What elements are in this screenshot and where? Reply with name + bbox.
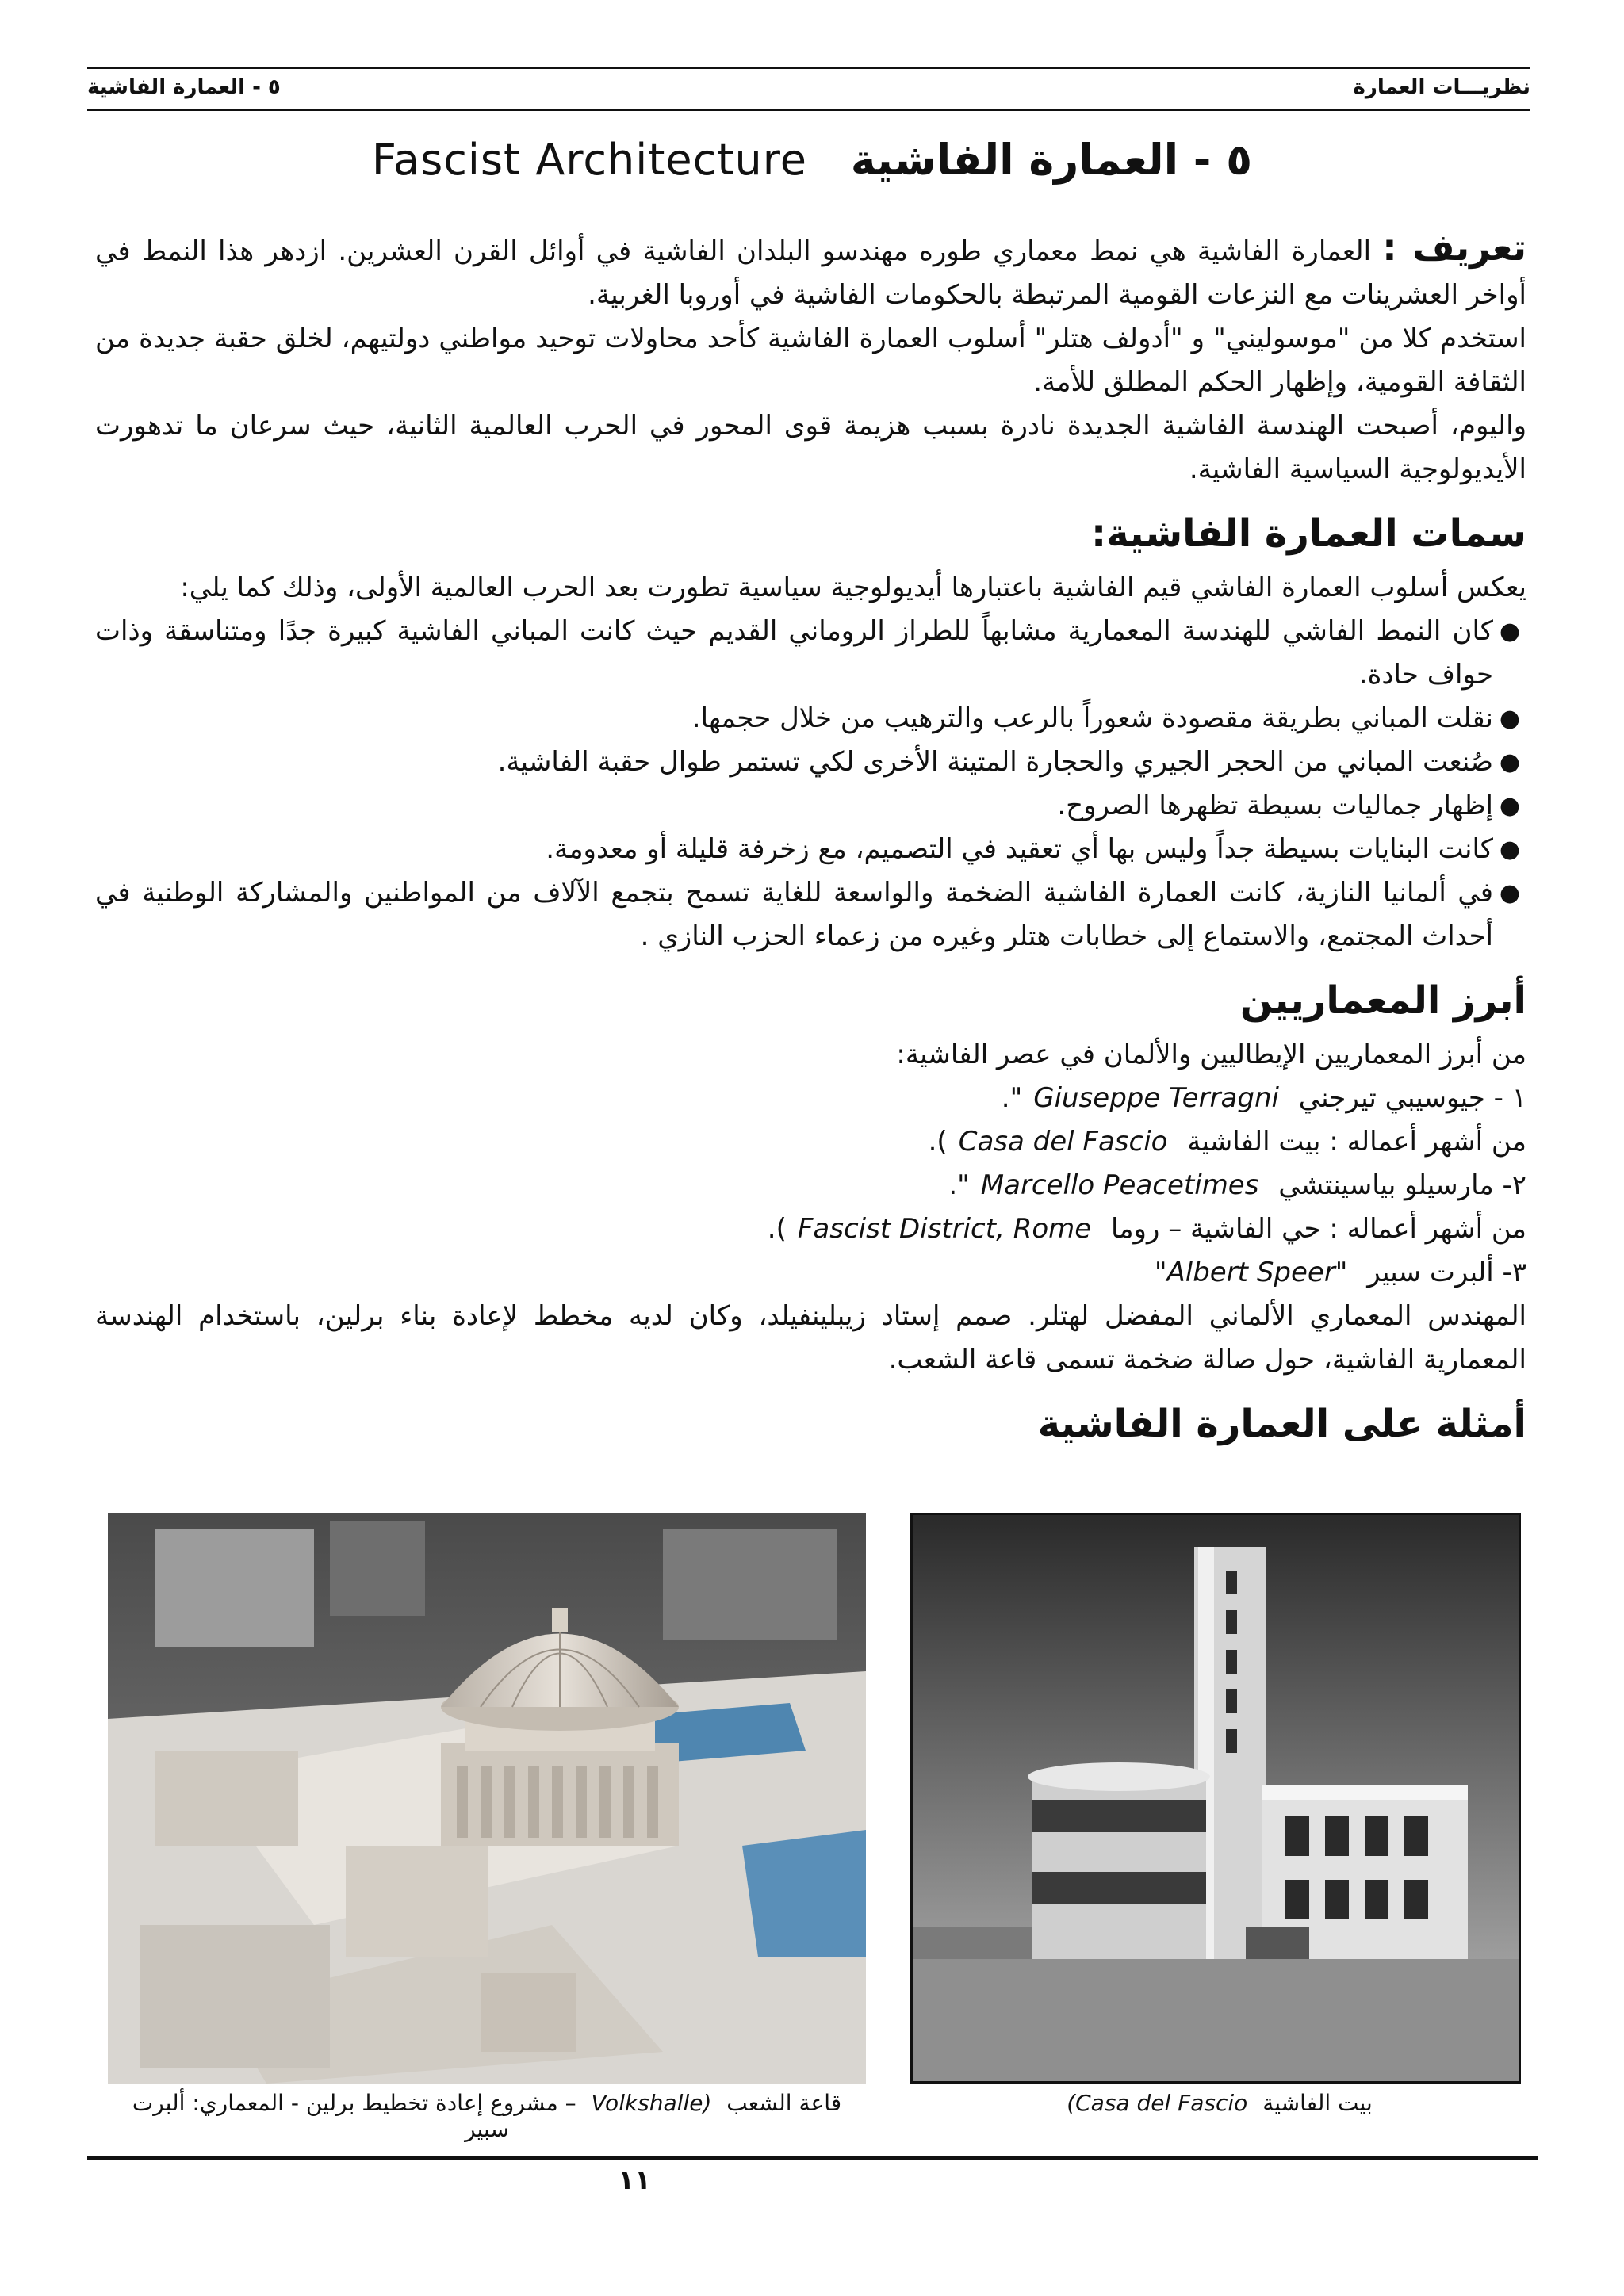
definition-label: تعريف : [1382, 226, 1526, 269]
architect-2: ٢- مارسيلو بياسينتشي Marcello Peacetimes". [948, 1169, 1526, 1201]
bullet-icon: ● [1499, 705, 1520, 733]
volkshalle-model-photo [108, 1513, 866, 2084]
footer-divider [87, 2156, 1538, 2160]
list-item: ● كان النمط الفاشي للهندسة المعمارية مشابهاً للطراز الروماني القديم حيث كانت المباني الفاشية كبيرة جدًا ومتناسقة وذات حواف حادة. [95, 610, 1526, 697]
architect-3: ٣- ألبرت سبير "Albert Speer" [1154, 1257, 1526, 1288]
definition-text: العمارة الفاشية هي نمط معماري طوره مهندسو البلدان الفاشية في أوائل القرن العشرين. ازدهر هذا النمط في أواخر العشرينات مع النزعات القومية المرتبطة بالحكومات الفاشية في أوروبا الغربية. [95, 235, 1526, 311]
bullet-icon: ● [1499, 879, 1520, 907]
list-item: ● كانت البنايات بسيطة جداً وليس بها أي تعقيد في التصميم، مع زخرفة قليلة أو معدومة. [95, 828, 1526, 871]
bullet-icon: ● [1499, 836, 1520, 863]
definition-paragraph-3: واليوم، أصبحت الهندسة الفاشية الجديدة نادرة بسبب هزيمة قوى المحور في الحرب العالمية الثانية، حيث سرعان ما تدهورت الأيديولوجية السياسية الفاشية. [95, 410, 1526, 485]
list-item: ● إظهار جماليات بسيطة تظهرها الصروح. [95, 784, 1526, 828]
volkshalle-caption: قاعة الشعب Volkshalle) – مشروع إعادة تخطيط برلين - المعماري: ألبرت سبير [132, 2090, 842, 2142]
architect-2-works: من أشهر أعماله : حي الفاشية – روما Fascist District, Rome). [767, 1213, 1526, 1245]
bullet-icon: ● [1499, 792, 1520, 820]
features-list [95, 610, 1526, 959]
chapter-label: ٥ - العمارة الفاشية [87, 75, 281, 99]
definition-paragraph-2: استخدم كلا من "موسوليني" و "أدولف هتلر" أسلوب العمارة الفاشية كأحد محاولات توحيد مواطني دولتيهم، لخلق حقبة جديدة من الثقافة القومية، وإظهار الحكم المطلق للأمة. [95, 323, 1526, 398]
definition-paragraph [95, 226, 1526, 317]
architects-intro: من أبرز المعماريين الإيطاليين والألمان في عصر الفاشية: [896, 1039, 1526, 1070]
page-number: ١١ [618, 2164, 651, 2196]
main-content [95, 226, 1526, 1456]
features-intro: يعكس أسلوب العمارة الفاشي قيم الفاشية باعتبارها أيديولوجية سياسية تطورت بعد الحرب العالمية الأولى، وذلك كما يلي: [180, 572, 1526, 603]
bullet-icon: ● [1499, 618, 1520, 645]
list-item: ● نقلت المباني بطريقة مقصودة شعوراً بالرعب والترهيب من خلال حجمها. [95, 697, 1526, 740]
examples-heading: أمثلة على العمارة الفاشية [1037, 1402, 1526, 1446]
list-item: ● صُنعت المباني من الحجر الجيري والحجارة المتينة الأخرى لكي تستمر طوال حقبة الفاشية. [95, 740, 1526, 784]
architect-1: ١ - جيوسيبي تيرجني Giuseppe Terragni". [1001, 1082, 1526, 1114]
bullet-icon: ● [1499, 748, 1520, 776]
volkshalle-model-illustration [108, 1513, 866, 2084]
architect-1-works: من أشهر أعماله : بيت الفاشية Casa del Fascio). [928, 1126, 1526, 1158]
features-heading: سمات العمارة الفاشية: [1091, 511, 1526, 556]
book-title: نظريـــات العمارة [1353, 75, 1530, 99]
page-title-arabic: ٥ - العمارة الفاشية [850, 135, 1253, 185]
casa-del-fascio-illustration [913, 1515, 1519, 2081]
page-title-english: Fascist Architecture [371, 135, 807, 185]
casa-del-fascio-caption: بيت الفاشية (Casa del Fascio [1067, 2090, 1373, 2116]
running-header [87, 67, 1530, 111]
architects-heading: أبرز المعماريين [1239, 978, 1526, 1023]
list-item: ● في ألمانيا النازية، كانت العمارة الفاشية الضخمة والواسعة للغاية تسمح بتجمع الآلاف من المواطنين والمشاركة الوطنية في أحداث المجتمع، والاستماع إلى خطابات هتلر وغيره من زعماء الحزب النازي . [95, 871, 1526, 959]
page-title [0, 135, 1624, 185]
casa-del-fascio-photo [910, 1513, 1521, 2084]
architect-3-description: المهندس المعماري الألماني المفضل لهتلر. صمم إستاد زيبلينفيلد، وكان لديه مخطط لإعادة بناء برلين، باستخدام الهندسة المعمارية الفاشية، حول صالة ضخمة تسمى قاعة الشعب. [95, 1300, 1526, 1376]
